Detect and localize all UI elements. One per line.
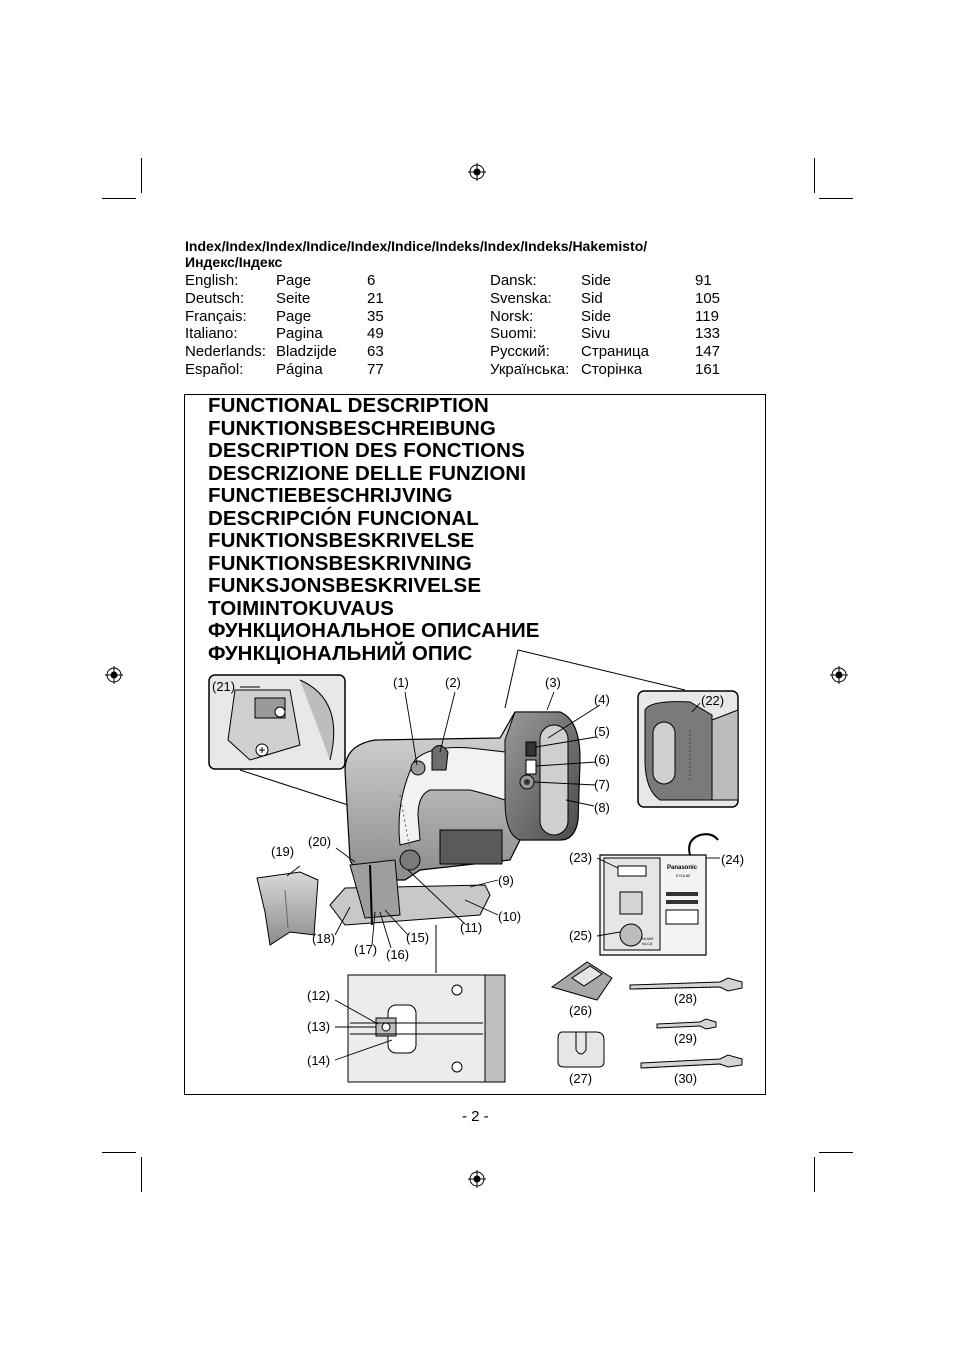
section-title: ФУНКЦІОНАЛЬНИЙ ОПИС	[208, 642, 473, 665]
callout-label: (12)	[307, 988, 331, 1003]
callout-label: (18)	[312, 931, 336, 946]
callout-label: (9)	[498, 873, 514, 888]
callout-label: (5)	[594, 724, 610, 739]
callout-label: (29)	[674, 1031, 698, 1046]
page-number: - 2 -	[462, 1108, 489, 1125]
callout-label: (23)	[569, 850, 593, 865]
callout-label: (13)	[307, 1019, 331, 1034]
callout-label: (28)	[674, 991, 698, 1006]
callout-label: (15)	[406, 930, 430, 945]
inset-battery	[638, 691, 738, 807]
callout-label: (25)	[569, 928, 593, 943]
callout-label: (3)	[545, 675, 561, 690]
callout-label: (30)	[674, 1071, 698, 1086]
callout-label: (22)	[701, 693, 725, 708]
callout-label: (1)	[393, 675, 409, 690]
callout-label: (21)	[212, 679, 236, 694]
battery-charger	[600, 834, 718, 955]
callout-label: (19)	[271, 844, 295, 859]
callout-label: (7)	[594, 777, 610, 792]
section-title: FUNKTIONSBESCHREIBUNG	[208, 417, 496, 440]
base-plate	[552, 962, 612, 1000]
callout-label: (2)	[445, 675, 461, 690]
section-title: ФУНКЦИОНАЛЬНОЕ ОПИСАНИЕ	[208, 619, 540, 642]
section-title: FUNCTIEBESCHRIJVING	[208, 484, 453, 507]
section-title: FUNCTIONAL DESCRIPTION	[208, 394, 489, 417]
section-title: DESCRIPCIÓN FUNCIONAL	[208, 507, 479, 530]
callout-label: (16)	[386, 947, 410, 962]
callout-label: (10)	[498, 909, 522, 924]
callout-label: (4)	[594, 692, 610, 707]
jigsaw-body	[330, 712, 580, 925]
callout-label: (14)	[307, 1053, 331, 1068]
callout-label: (8)	[594, 800, 610, 815]
section-title: FUNKTIONSBESKRIVNING	[208, 552, 472, 575]
callout-label: (27)	[569, 1071, 593, 1086]
section-title: DESCRIPTION DES FONCTIONS	[208, 439, 525, 462]
section-title: TOIMINTOKUVAUS	[208, 597, 394, 620]
callout-label: (24)	[721, 852, 745, 867]
charger-model: EY0L80	[676, 873, 691, 878]
callout-label: (20)	[308, 834, 332, 849]
charger-brand: Panasonic	[667, 865, 698, 871]
index-title: Index/Index/Index/Indice/Index/Indice/Indeks/Index/Indeks/Hakemisto/ Индекс/Індекс	[185, 238, 648, 270]
section-title: DESCRIZIONE DELLE FUNZIONI	[208, 462, 527, 485]
section-title: FUNKSJONSBESKRIVELSE	[208, 574, 482, 597]
section-title: FUNKTIONSBESKRIVELSE	[208, 529, 475, 552]
callout-label: (17)	[354, 942, 378, 957]
callout-label: (11)	[460, 920, 483, 935]
callout-label: (6)	[594, 752, 610, 767]
charger-battery-types: Ni-MH Ni-Cd	[642, 936, 654, 946]
callout-label: (26)	[569, 1003, 593, 1018]
dust-cover	[257, 872, 318, 945]
protection-cap	[558, 1032, 604, 1067]
